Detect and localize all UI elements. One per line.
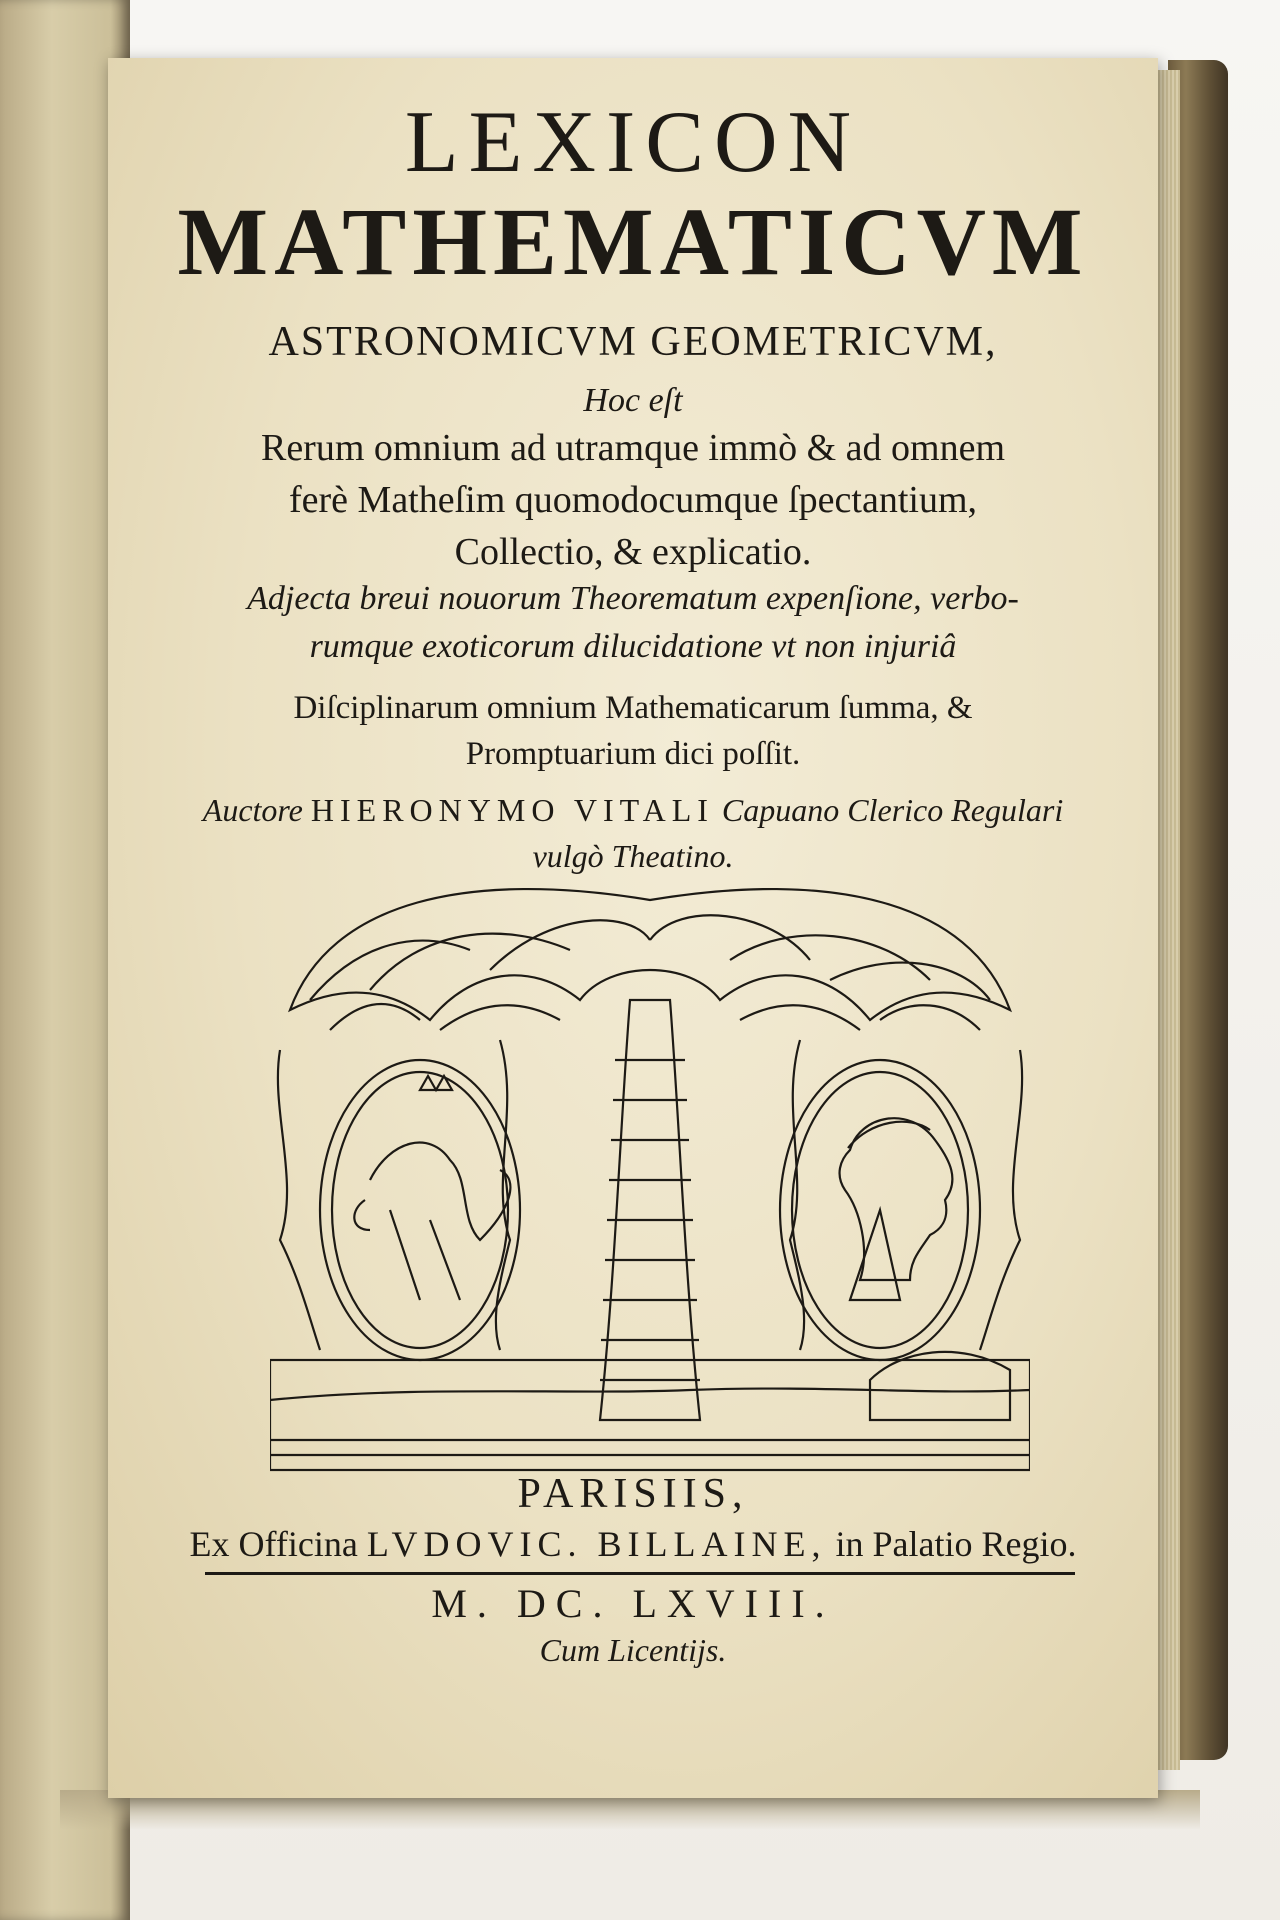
publisher-line: [108, 1523, 1158, 1565]
publisher-name: LVDOVIC. BILLAINE,: [366, 1524, 827, 1564]
lion-medallion: [320, 1060, 520, 1360]
place-line: PARISIIS,: [517, 1471, 749, 1517]
disciplinarum-line: Diſciplinarum omnium Mathematicarum ſumma, &: [293, 690, 973, 726]
divider-rule: [205, 1572, 1075, 1575]
theatino-line: vulgò Theatino.: [532, 838, 734, 874]
author-name: HIERONYMO VITALI: [310, 792, 714, 828]
author-prefix: Auctore: [202, 792, 303, 828]
publisher-suffix: in Palatio Regio.: [835, 1524, 1077, 1564]
description-line-1: Rerum omnium ad utramque immò & ad omnem: [260, 427, 1006, 469]
author-suffix: Capuano Clerico Regulari: [721, 792, 1064, 828]
adjecta-line-2: rumque exoticorum dilucidatione vt non injuriâ: [309, 628, 957, 665]
description-line-3: Collectio, & explicatio.: [454, 531, 812, 573]
palm-trunk: [600, 1000, 700, 1420]
adjecta-line-1: Adjecta breui nouorum Theorematum expenſione, verbo-: [247, 580, 1019, 617]
subtitle-line: ASTRONOMICVM GEOMETRICVM,: [268, 319, 998, 365]
description-line-2: ferè Matheſim quomodocumque ſpectantium,: [288, 479, 978, 521]
promptuarium-line: Promptuarium dici poſſit.: [465, 736, 801, 772]
title-line-2: MATHEMATICVM: [177, 188, 1089, 295]
hoc-est-line: Hoc eſt: [583, 382, 683, 419]
woodcut-illustration: [270, 880, 1030, 1480]
author-line: [108, 792, 1158, 829]
title-line-1: LEXICON: [404, 94, 862, 191]
license-line: Cum Licentijs.: [539, 1632, 727, 1668]
publisher-prefix: Ex Officina: [189, 1524, 358, 1564]
year-line: M. DC. LXVIII.: [431, 1581, 835, 1626]
